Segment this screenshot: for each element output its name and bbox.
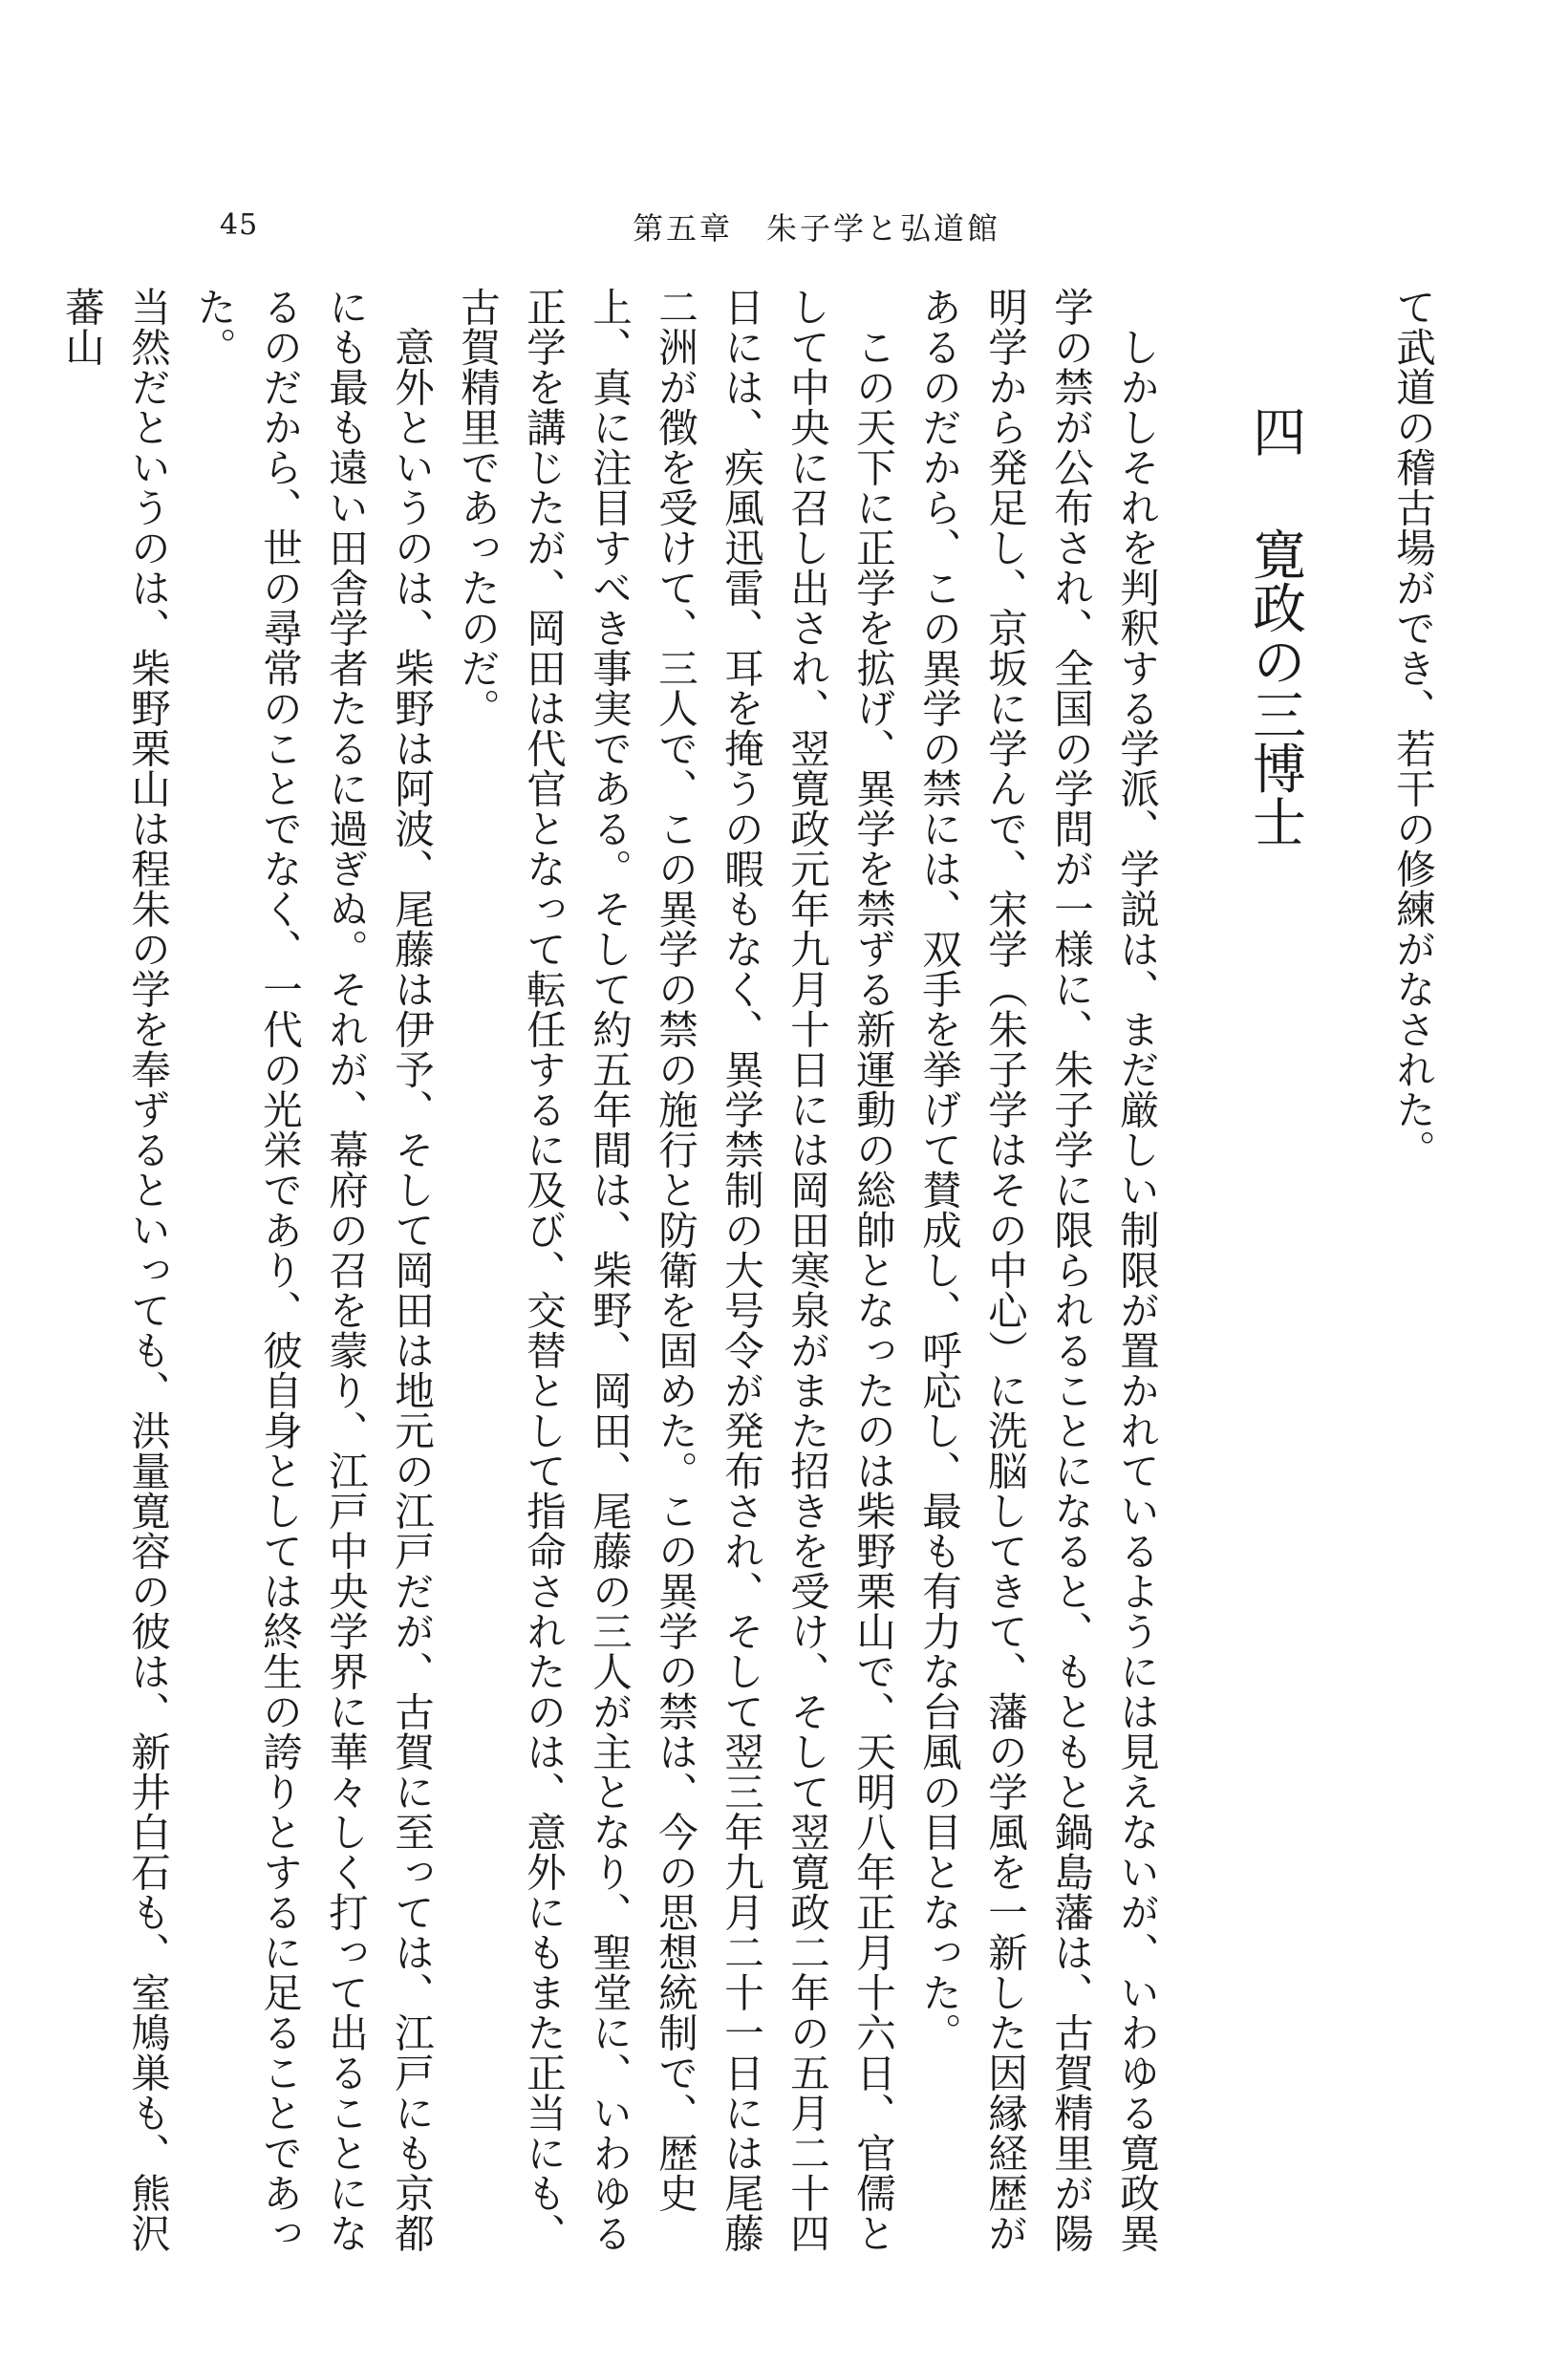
paragraph-continued: て武道の稽古場ができ、若干の修練がなされた。 <box>1389 287 1436 1170</box>
paragraph: 意外というのは、柴野は阿波、尾藤は伊予、そして岡田は地元の江戸だが、古賀に至っては、江戸にも京都にも最も遠い田舎学者たるに過ぎぬ。それが、幕府の召を蒙り、江戸中央学界に華々しく打って出ることになるのだから、世の尋常のことでなく、一代の光栄であり、彼自身としては終生の誇りとするに足ることであった。 <box>190 287 435 2253</box>
paragraph: 当然だというのは、柴野栗山は程朱の学を奉ずるといっても、洪量寛容の彼は、新井白石も、室鳩巣も、熊沢蕃山 <box>58 287 171 2253</box>
running-head: 第五章 朱子学と弘道館 <box>633 210 1001 247</box>
paragraph: しかしそれを判釈する学派、学説は、まだ厳しい制限が置かれているようには見えないが、いわゆる寛政異学の禁が公布され、全国の学問が一様に、朱子学に限られることになると、もともと鍋島藩は、古賀精里が陽明学から発足し、京坂に学んで、宋学（朱子学はその中心）に洗脳してきて、藩の学風を一新した因縁経歴があるのだから、この異学の禁には、双手を挙げて賛成し、呼応し、最も有力な台風の目となった。 <box>915 287 1160 2253</box>
section-number: 四 <box>1244 404 1306 459</box>
body-text <box>58 287 1446 2255</box>
paragraph: この天下に正学を拡げ、異学を禁ずる新運動の総帥となったのは柴野栗山で、天明八年正月十六日、官儒として中央に召し出され、翌寛政元年九月十日には岡田寒泉がまた招きを受け、そして翌寛政二年の五月二十四日には、疾風迅雷、耳を掩うの暇もなく、異学禁制の大号令が発布され、そして翌三年九月二十一日には尾藤二洲が徴を受けて、三人で、この異学の禁の施行と防衛を固めた。この異学の禁は、今の思想統制で、歴史上、真に注目すべき事実である。そして約五年間は、柴野、岡田、尾藤の三人が主となり、聖堂に、いわゆる正学を講じたが、岡田は代官となって転任するに及び、交替として指命されたのは、意外にもまた正当にも、古賀精里であったのだ。 <box>454 287 896 2253</box>
section-title: 寛政の三博士 <box>1244 526 1306 849</box>
section-heading <box>1170 287 1380 2255</box>
page-number: 45 <box>220 208 259 242</box>
